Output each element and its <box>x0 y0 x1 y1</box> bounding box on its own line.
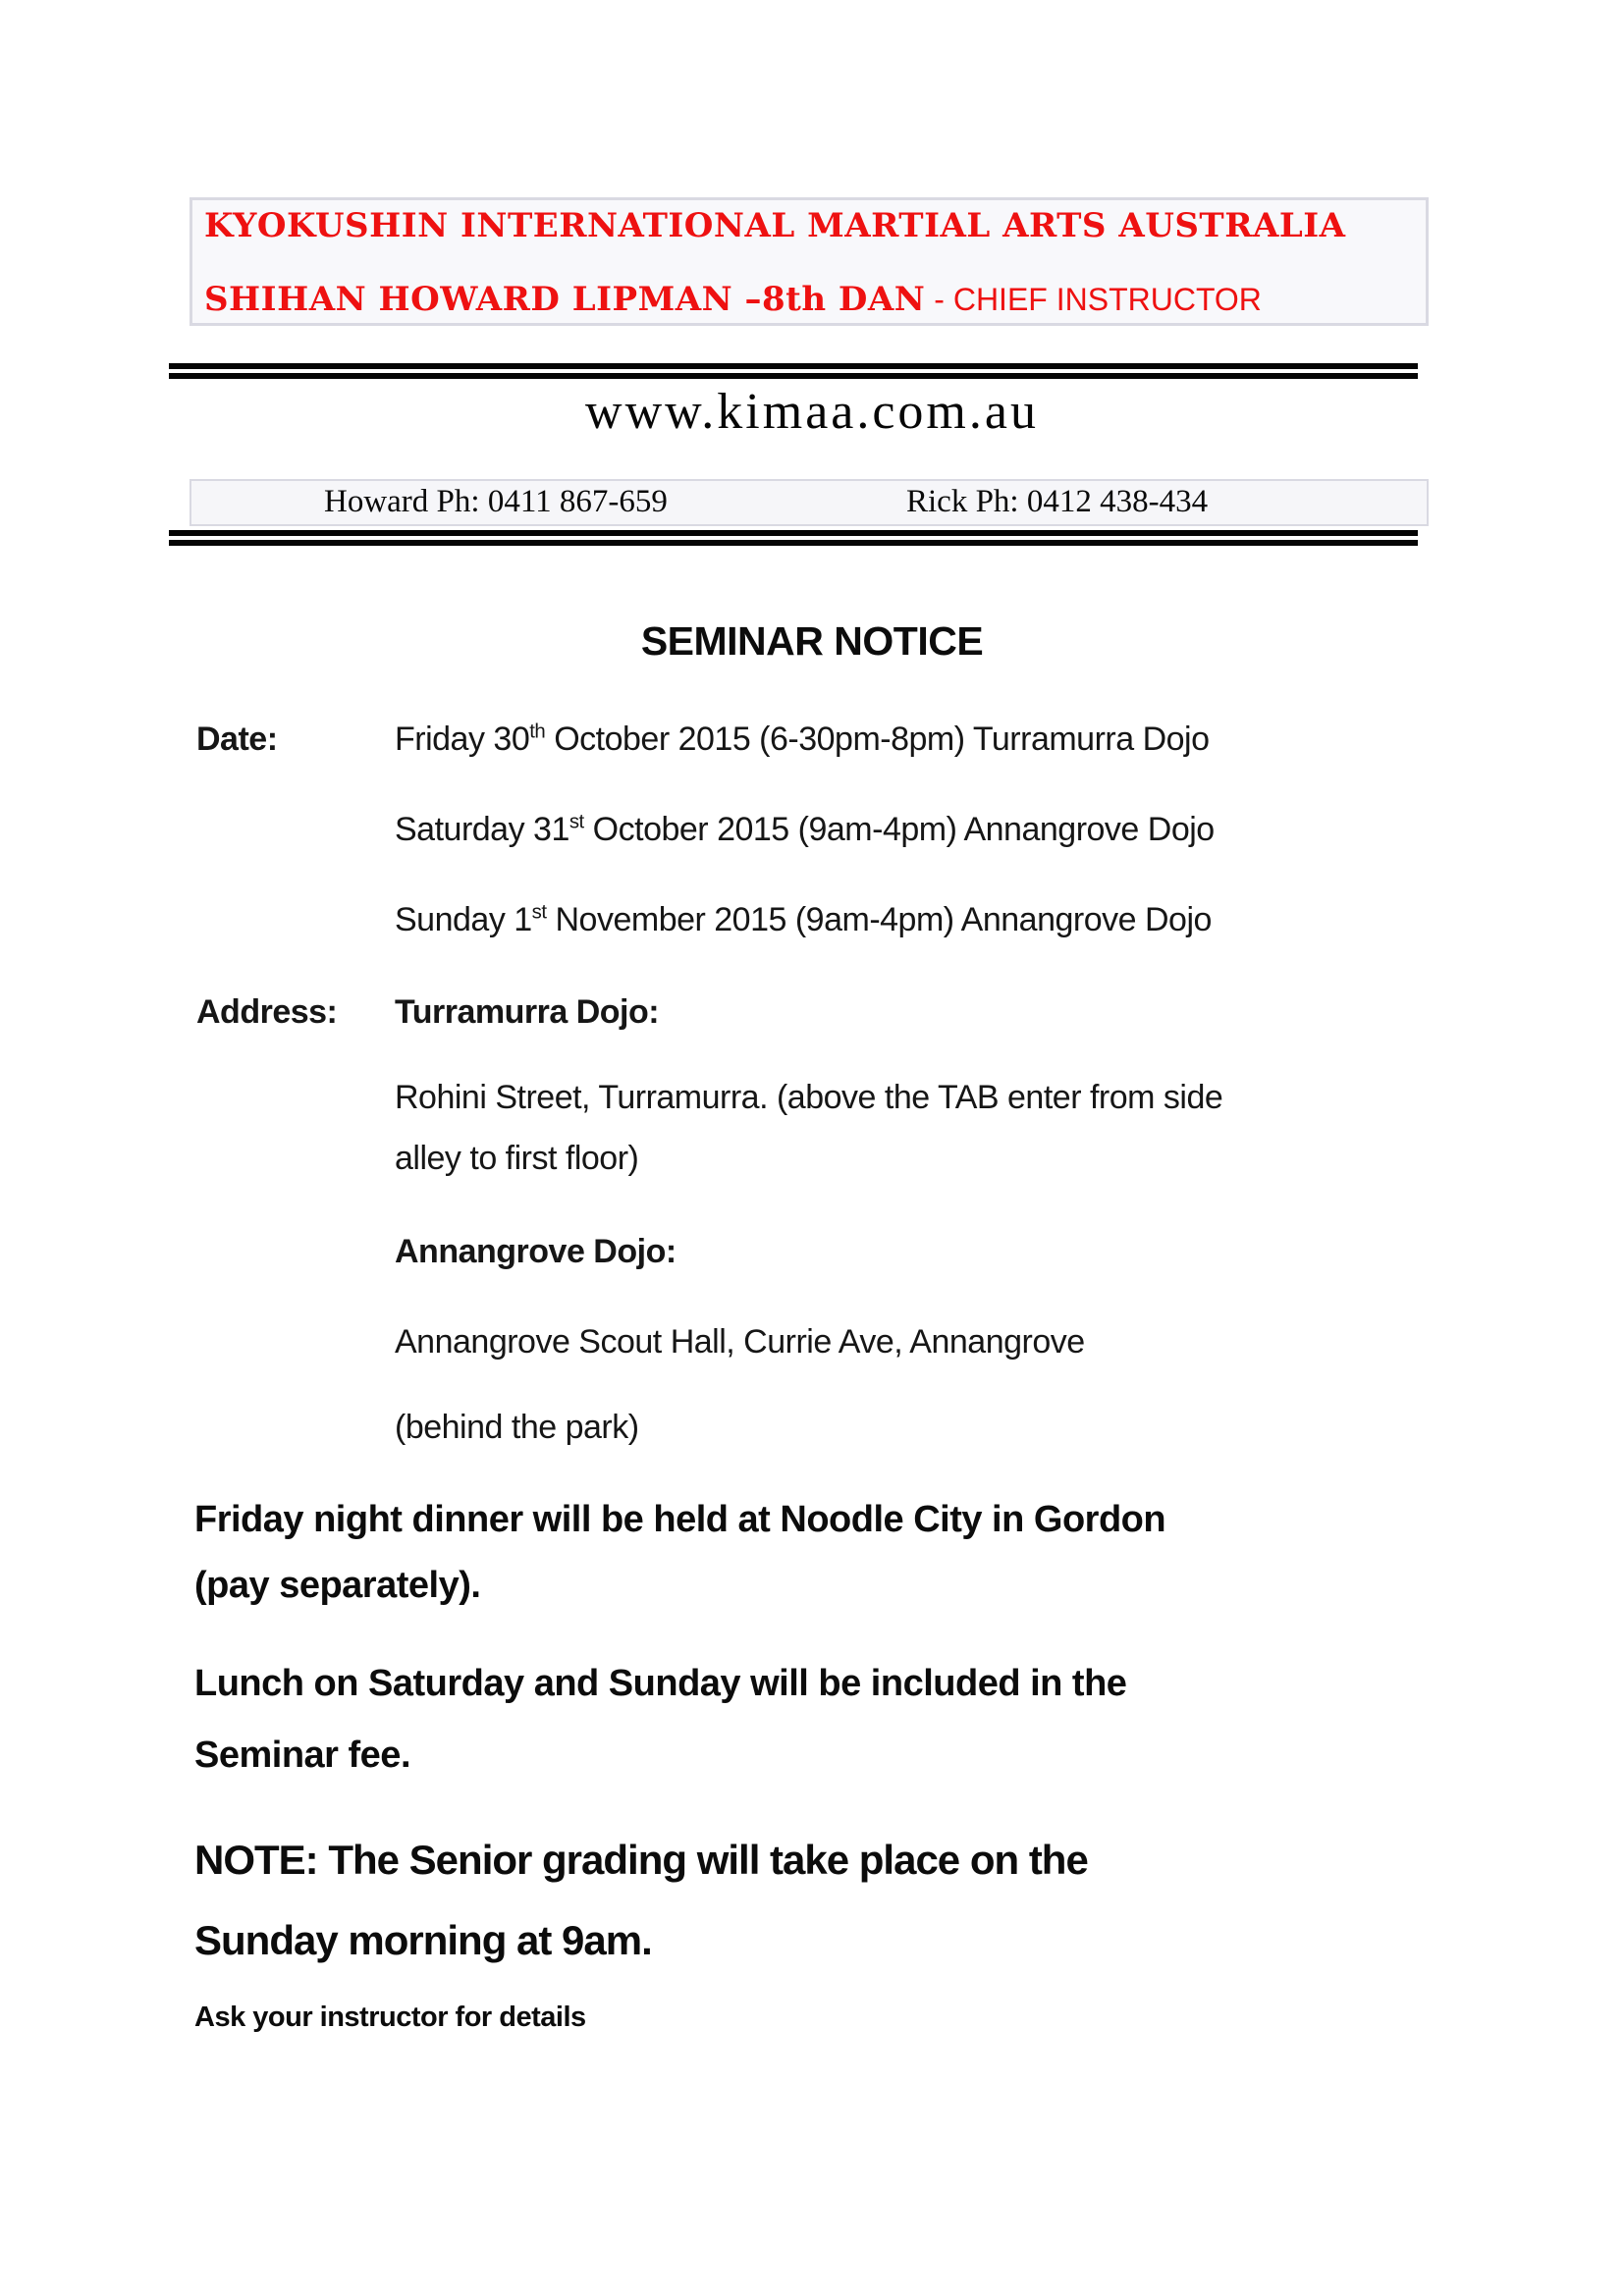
annangrove-address-line: Annangrove Scout Hall, Currie Ave, Annangrove <box>395 1323 1085 1361</box>
org-name: KYOKUSHIN INTERNATIONAL MARTIAL ARTS AUSTRALIA <box>204 206 1346 245</box>
dinner-note-line: (pay separately). <box>194 1565 481 1606</box>
lunch-note-line: Seminar fee. <box>194 1735 410 1776</box>
contact-bar <box>189 479 1429 526</box>
lunch-note-line: Lunch on Saturday and Sunday will be included in the <box>194 1663 1127 1704</box>
annangrove-dojo-heading: Annangrove Dojo: <box>395 1233 677 1270</box>
divider-bar <box>169 373 1418 379</box>
ordinal-suffix: st <box>531 901 547 924</box>
turramurra-address-line: alley to first floor) <box>395 1140 639 1177</box>
date-text: Friday 30 <box>395 721 530 758</box>
instructor-name: SHIHAN HOWARD LIPMAN –8th DAN <box>204 280 926 319</box>
date-text: Saturday 31 <box>395 811 569 848</box>
grading-note-line: NOTE: The Senior grading will take place on the <box>194 1837 1088 1883</box>
header-box <box>189 197 1429 326</box>
date-item-sunday <box>395 901 1212 939</box>
contact-howard-phone: Howard Ph: 0411 867-659 <box>324 484 668 519</box>
date-text: October 2015 (6-30pm-8pm) Turramurra Dojo <box>545 721 1210 758</box>
footer-note: Ask your instructor for details <box>194 2002 586 2033</box>
contact-rick-phone: Rick Ph: 0412 438-434 <box>906 484 1209 519</box>
date-label: Date: <box>196 721 278 758</box>
address-label: Address: <box>196 993 338 1031</box>
grading-note-line: Sunday morning at 9am. <box>194 1917 652 1963</box>
turramurra-address-line: Rohini Street, Turramurra. (above the TAB enter from side <box>395 1079 1223 1116</box>
turramurra-dojo-heading: Turramurra Dojo: <box>395 993 660 1031</box>
divider-bottom <box>169 530 1418 546</box>
page-title: SEMINAR NOTICE <box>640 618 984 664</box>
ordinal-suffix: th <box>529 721 546 743</box>
ordinal-suffix: st <box>568 811 584 833</box>
instructor-line <box>204 280 1262 319</box>
date-text: October 2015 (9am-4pm) Annangrove Dojo <box>583 811 1215 848</box>
website-url: www.kimaa.com.au <box>585 384 1039 440</box>
date-text: November 2015 (9am-4pm) Annangrove Dojo <box>546 901 1212 938</box>
date-item-friday <box>395 721 1210 759</box>
date-text: Sunday 1 <box>395 901 532 938</box>
instructor-title: - CHIEF INSTRUCTOR <box>925 282 1262 317</box>
divider-top <box>169 363 1418 379</box>
divider-bar <box>169 540 1418 546</box>
date-item-saturday <box>395 811 1215 849</box>
dinner-note-line: Friday night dinner will be held at Noodle City in Gordon <box>194 1499 1166 1540</box>
annangrove-address-line: (behind the park) <box>395 1409 639 1446</box>
